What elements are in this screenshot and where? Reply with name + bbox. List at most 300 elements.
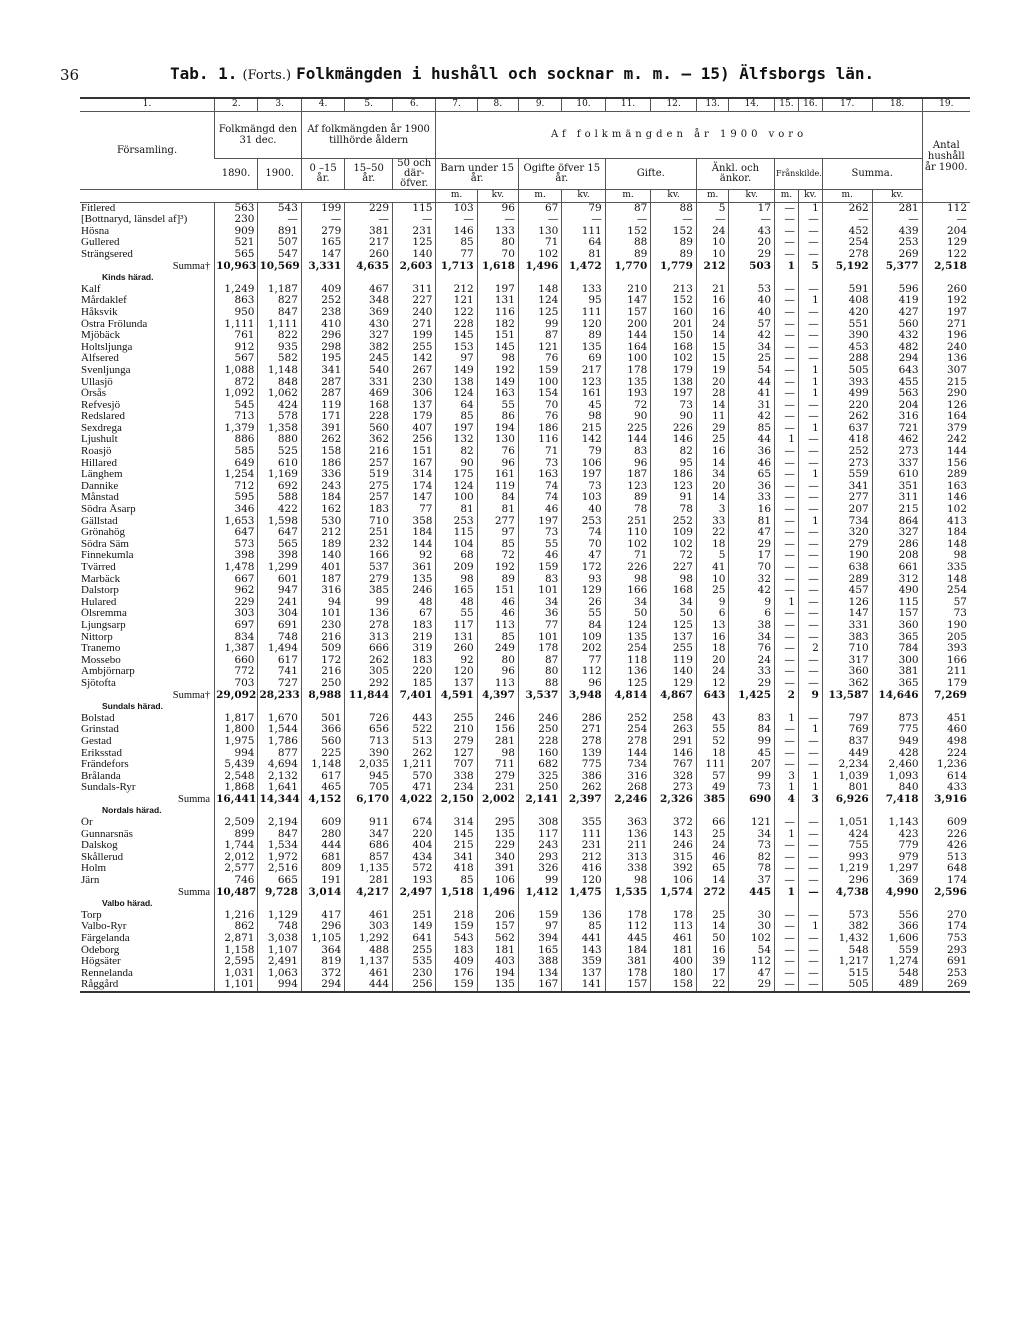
value-cell: 24	[696, 840, 729, 852]
value-cell: 1,254	[215, 469, 258, 481]
value-cell: 39	[696, 956, 729, 968]
value-cell: 251	[345, 527, 393, 539]
value-cell: 16	[696, 945, 729, 957]
value-cell: 16,441	[216, 793, 257, 805]
value-cell: 6	[729, 608, 775, 620]
value-cell: 78	[605, 504, 651, 516]
value-cell: 565	[215, 249, 258, 261]
value-cell: 1	[775, 261, 799, 273]
value-cell: —	[775, 910, 799, 922]
value-cell: 246	[518, 713, 561, 725]
value-cell: 211	[605, 840, 651, 852]
value-cell: —	[258, 214, 301, 226]
value-cell: —	[798, 539, 822, 551]
parish-name: Roasjö	[81, 446, 112, 458]
value-cell: 182	[477, 319, 518, 331]
value-cell: —	[562, 214, 605, 226]
value-cell: 279	[822, 539, 872, 551]
empty-cell	[872, 272, 922, 284]
value-cell: 230	[393, 377, 436, 389]
value-cell: 797	[822, 713, 872, 725]
value-cell: 424	[822, 829, 872, 841]
value-cell: 1,975	[215, 736, 258, 748]
value-cell: 115	[436, 527, 477, 539]
table-row	[80, 724, 970, 736]
value-cell: 252	[651, 516, 697, 528]
value-cell: —	[775, 249, 799, 261]
value-cell: 109	[651, 527, 697, 539]
value-cell: 119	[477, 481, 518, 493]
value-cell: —	[798, 632, 822, 644]
value-cell: 398	[215, 550, 258, 562]
value-cell: 467	[345, 284, 393, 296]
value-cell: 289	[922, 469, 970, 481]
column-number: 4.	[301, 98, 344, 111]
column-number: 7.	[436, 98, 477, 111]
value-cell: 72	[651, 550, 697, 562]
value-cell: —	[775, 423, 799, 435]
value-cell: 98	[477, 353, 518, 365]
parish-name: Frändefors	[81, 759, 129, 771]
value-cell: 311	[393, 284, 436, 296]
value-cell: 286	[562, 713, 605, 725]
value-cell: 64	[436, 400, 477, 412]
value-cell: 171	[301, 411, 344, 423]
value-cell: 279	[301, 226, 344, 238]
parish-name: Kalf	[81, 283, 101, 295]
value-cell: 505	[822, 365, 872, 377]
value-cell: —	[775, 307, 799, 319]
value-cell: 246	[651, 840, 697, 852]
value-cell: 296	[822, 875, 872, 887]
value-cell: 179	[922, 678, 970, 690]
value-cell: 1,063	[258, 968, 301, 980]
summary-row	[80, 690, 970, 702]
value-cell: 217	[345, 237, 393, 249]
value-cell: 98	[922, 550, 970, 562]
value-cell: 145	[477, 342, 518, 354]
parish-name: Torp	[81, 909, 102, 921]
value-cell: 29	[729, 979, 775, 992]
value-cell: 217	[562, 365, 605, 377]
value-cell: 113	[477, 678, 518, 690]
table-row	[80, 237, 970, 249]
value-cell: 160	[518, 748, 561, 760]
value-cell: 178	[605, 365, 651, 377]
value-cell: 315	[651, 852, 697, 864]
value-cell: 227	[651, 562, 697, 574]
value-cell: 168	[651, 342, 697, 354]
value-cell: 16	[696, 446, 729, 458]
value-cell: 13,587	[822, 690, 872, 702]
value-cell: —	[775, 226, 799, 238]
value-cell: 160	[651, 307, 697, 319]
value-cell: 25	[696, 585, 729, 597]
table-row	[80, 469, 970, 481]
value-cell: 365	[872, 632, 922, 644]
value-cell: 227	[393, 295, 436, 307]
value-cell: 165	[436, 585, 477, 597]
value-cell: 1,211	[393, 759, 436, 771]
value-cell: 364	[301, 945, 344, 957]
value-cell: 391	[477, 863, 518, 875]
value-cell: 20	[729, 237, 775, 249]
value-cell: 279	[345, 574, 393, 586]
value-cell: 199	[301, 202, 344, 214]
value-cell: 8,988	[301, 690, 344, 702]
value-cell: 50	[605, 608, 651, 620]
value-cell: 145	[436, 330, 477, 342]
value-cell: 2,035	[345, 759, 393, 771]
value-cell: 234	[436, 782, 477, 794]
value-cell: —	[798, 446, 822, 458]
value-cell: 338	[436, 771, 477, 783]
value-cell: 947	[258, 585, 301, 597]
header-ankl: Änkl. och änkor.	[696, 158, 774, 189]
value-cell: 537	[345, 562, 393, 574]
value-cell: 582	[258, 353, 301, 365]
value-cell: —	[775, 504, 799, 516]
value-cell: 77	[562, 655, 605, 667]
value-cell: 25	[696, 829, 729, 841]
value-cell: 48	[393, 597, 436, 609]
value-cell: 455	[872, 377, 922, 389]
value-cell: 498	[922, 736, 970, 748]
empty-cell	[477, 701, 518, 713]
value-cell: 444	[345, 979, 393, 992]
harad-heading	[80, 898, 970, 910]
value-cell: 20	[696, 655, 729, 667]
value-cell: 545	[215, 400, 258, 412]
value-cell: 99	[729, 736, 775, 748]
value-cell: 308	[518, 817, 561, 829]
value-cell: 2,012	[215, 852, 258, 864]
value-cell: 256	[393, 434, 436, 446]
value-cell: 451	[922, 713, 970, 725]
value-cell: 359	[562, 956, 605, 968]
empty-cell	[822, 272, 872, 284]
value-cell: 1	[798, 516, 822, 528]
empty-cell	[215, 805, 258, 817]
value-cell: 183	[393, 620, 436, 632]
header-1900: 1900.	[258, 158, 301, 189]
value-cell: 288	[822, 353, 872, 365]
value-cell: —	[775, 724, 799, 736]
value-cell: 273	[872, 446, 922, 458]
value-cell: 341	[301, 365, 344, 377]
value-cell: 22	[696, 979, 729, 992]
value-cell: 1,092	[215, 388, 258, 400]
value-cell: 254	[605, 643, 651, 655]
value-cell: 157	[477, 921, 518, 933]
value-cell: 157	[605, 307, 651, 319]
value-cell: 408	[822, 295, 872, 307]
empty-cell	[436, 701, 477, 713]
header-age-0-15: 0 –15 år.	[301, 158, 344, 189]
empty-cell	[822, 805, 872, 817]
value-cell: 163	[518, 469, 561, 481]
value-cell: 391	[301, 423, 344, 435]
value-cell: —	[798, 968, 822, 980]
value-cell: —	[775, 214, 799, 226]
value-cell: 28	[696, 388, 729, 400]
value-cell: 256	[393, 979, 436, 992]
value-cell: 187	[301, 574, 344, 586]
value-cell: 12	[696, 678, 729, 690]
parish-name: Mossebo	[81, 654, 121, 666]
value-cell: 87	[518, 330, 561, 342]
table-row	[80, 377, 970, 389]
table-row	[80, 945, 970, 957]
value-cell: 1,297	[872, 863, 922, 875]
value-cell: 183	[436, 945, 477, 957]
value-cell: 15	[696, 342, 729, 354]
value-cell: 872	[215, 377, 258, 389]
value-cell: —	[775, 608, 799, 620]
value-cell: 186	[518, 423, 561, 435]
value-cell: 97	[436, 353, 477, 365]
table-row	[80, 748, 970, 760]
header-row-1	[80, 111, 970, 158]
value-cell: 262	[393, 748, 436, 760]
value-cell: —	[775, 863, 799, 875]
value-cell: 196	[922, 330, 970, 342]
value-cell: 548	[872, 968, 922, 980]
empty-cell	[393, 898, 436, 910]
value-cell: 215	[436, 840, 477, 852]
parish-name: Refvesjö	[81, 399, 121, 411]
value-cell: —	[798, 863, 822, 875]
value-cell: —	[798, 956, 822, 968]
value-cell: 707	[436, 759, 477, 771]
empty-cell	[696, 272, 729, 284]
value-cell: 41	[729, 388, 775, 400]
value-cell: 418	[822, 434, 872, 446]
value-cell: 40	[562, 504, 605, 516]
value-cell: 4,814	[605, 690, 651, 702]
empty-cell	[393, 701, 436, 713]
value-cell: 513	[922, 852, 970, 864]
value-cell: 2,596	[922, 887, 970, 899]
value-cell: 372	[301, 968, 344, 980]
value-cell: 847	[258, 307, 301, 319]
value-cell: 120	[436, 666, 477, 678]
value-cell: —	[775, 353, 799, 365]
empty-cell	[605, 805, 651, 817]
value-cell: 81	[477, 504, 518, 516]
parish-name: Finnekumla	[81, 550, 134, 562]
value-cell: —	[798, 353, 822, 365]
value-cell: 1	[775, 887, 799, 899]
value-cell: 111	[562, 829, 605, 841]
value-cell: 76	[477, 446, 518, 458]
value-cell: 269	[922, 979, 970, 992]
value-cell: 209	[436, 562, 477, 574]
value-cell: 70	[562, 539, 605, 551]
value-cell: 250	[518, 724, 561, 736]
value-cell: 178	[651, 910, 697, 922]
value-cell: 1,249	[215, 284, 258, 296]
empty-cell	[922, 805, 970, 817]
table-row	[80, 910, 970, 922]
value-cell: —	[922, 214, 970, 226]
header-1890: 1890.	[215, 158, 258, 189]
empty-cell	[696, 701, 729, 713]
value-cell: 181	[651, 945, 697, 957]
value-cell: 18	[696, 539, 729, 551]
value-cell: 102	[651, 353, 697, 365]
value-cell: 643	[872, 365, 922, 377]
table-row	[80, 365, 970, 377]
value-cell: 192	[922, 295, 970, 307]
empty-cell	[301, 898, 344, 910]
value-cell: 432	[872, 330, 922, 342]
value-cell: 567	[215, 353, 258, 365]
value-cell: 5	[696, 202, 729, 214]
value-cell: —	[798, 458, 822, 470]
value-cell: 164	[922, 411, 970, 423]
value-cell: 156	[477, 724, 518, 736]
table-row	[80, 736, 970, 748]
table-heading: Folkmängden i hushåll och socknar m. m. — 15) Älfsborgs län.	[296, 64, 875, 83]
header-gifte: Gifte.	[605, 158, 696, 189]
value-cell: 290	[922, 388, 970, 400]
value-cell: 49	[696, 782, 729, 794]
table-row	[80, 597, 970, 609]
value-cell: 18	[696, 643, 729, 655]
empty-cell	[775, 805, 799, 817]
value-cell: 71	[605, 550, 651, 562]
value-cell: 43	[729, 226, 775, 238]
value-cell: 306	[393, 388, 436, 400]
value-cell: 124	[605, 620, 651, 632]
value-cell: 34	[518, 597, 561, 609]
value-cell: 159	[436, 979, 477, 992]
empty-cell	[605, 898, 651, 910]
value-cell: 131	[477, 295, 518, 307]
value-cell: 106	[651, 875, 697, 887]
parish-name: Gällstad	[81, 515, 118, 527]
value-cell: —	[775, 759, 799, 771]
value-cell: 1,868	[215, 782, 258, 794]
empty-cell	[696, 898, 729, 910]
value-cell: 2,603	[393, 261, 436, 273]
value-cell: —	[798, 875, 822, 887]
column-number: 13.	[696, 98, 729, 111]
value-cell: 135	[477, 979, 518, 992]
value-cell: —	[775, 921, 799, 933]
value-cell: —	[775, 585, 799, 597]
value-cell: 2,460	[872, 759, 922, 771]
value-cell: 303	[215, 608, 258, 620]
value-cell: —	[798, 933, 822, 945]
value-cell: 253	[922, 968, 970, 980]
value-cell: 73	[729, 840, 775, 852]
table-row	[80, 423, 970, 435]
value-cell: 78	[651, 504, 697, 516]
value-cell: 255	[393, 342, 436, 354]
value-cell: 80	[518, 666, 561, 678]
value-cell: 241	[258, 597, 301, 609]
value-cell: 212	[562, 852, 605, 864]
value-cell: 1,148	[301, 759, 344, 771]
value-cell: 88	[518, 678, 561, 690]
value-cell: —	[798, 342, 822, 354]
empty-cell	[393, 272, 436, 284]
value-cell: 382	[345, 342, 393, 354]
value-cell: 50	[696, 933, 729, 945]
value-cell: 25	[729, 353, 775, 365]
value-cell: 748	[258, 632, 301, 644]
header-forsamling: Församling.	[80, 111, 215, 189]
value-cell: 55	[436, 608, 477, 620]
value-cell: —	[775, 945, 799, 957]
value-cell: 72	[605, 400, 651, 412]
value-cell: 273	[651, 782, 697, 794]
value-cell: 1,187	[258, 284, 301, 296]
value-cell: 643	[696, 690, 729, 702]
value-cell: 2,002	[477, 794, 518, 806]
parish-name: Marbäck	[81, 573, 121, 585]
value-cell: 74	[562, 527, 605, 539]
value-cell: 426	[922, 840, 970, 852]
parish-name: Sundals-Ryr	[81, 782, 136, 794]
empty-cell	[729, 898, 775, 910]
empty-cell	[345, 701, 393, 713]
value-cell: 462	[872, 434, 922, 446]
value-cell: 100	[605, 353, 651, 365]
empty-cell	[562, 701, 605, 713]
value-cell: 17	[729, 550, 775, 562]
value-cell: 1,051	[822, 817, 872, 829]
value-cell: 1,535	[605, 887, 651, 899]
value-cell: 950	[215, 307, 258, 319]
value-cell: 560	[872, 319, 922, 331]
value-cell: 85	[436, 237, 477, 249]
value-cell: 711	[477, 759, 518, 771]
value-cell: 29	[729, 249, 775, 261]
parish-name: Ljushult	[81, 434, 118, 446]
value-cell: 507	[258, 237, 301, 249]
empty-cell	[562, 898, 605, 910]
value-cell: 401	[301, 562, 344, 574]
value-cell: 159	[436, 921, 477, 933]
value-cell: —	[798, 226, 822, 238]
value-cell: 260	[436, 643, 477, 655]
value-cell: 94	[301, 597, 344, 609]
value-cell: 691	[922, 956, 970, 968]
value-cell: 134	[518, 968, 561, 980]
value-cell: 609	[922, 817, 970, 829]
value-cell: —	[775, 933, 799, 945]
value-cell: 151	[393, 446, 436, 458]
value-cell: 1,088	[215, 365, 258, 377]
value-cell: —	[798, 504, 822, 516]
value-cell: 24	[696, 666, 729, 678]
value-cell: 801	[822, 782, 872, 794]
value-cell: 143	[651, 829, 697, 841]
empty-cell	[345, 898, 393, 910]
value-cell: 417	[301, 910, 344, 922]
empty-cell	[518, 898, 561, 910]
value-cell: 10	[696, 237, 729, 249]
value-cell: 215	[562, 423, 605, 435]
value-cell: —	[798, 585, 822, 597]
value-cell: 14	[696, 330, 729, 342]
value-cell: 159	[518, 365, 561, 377]
value-cell: 837	[822, 736, 872, 748]
value-cell: 167	[393, 458, 436, 470]
